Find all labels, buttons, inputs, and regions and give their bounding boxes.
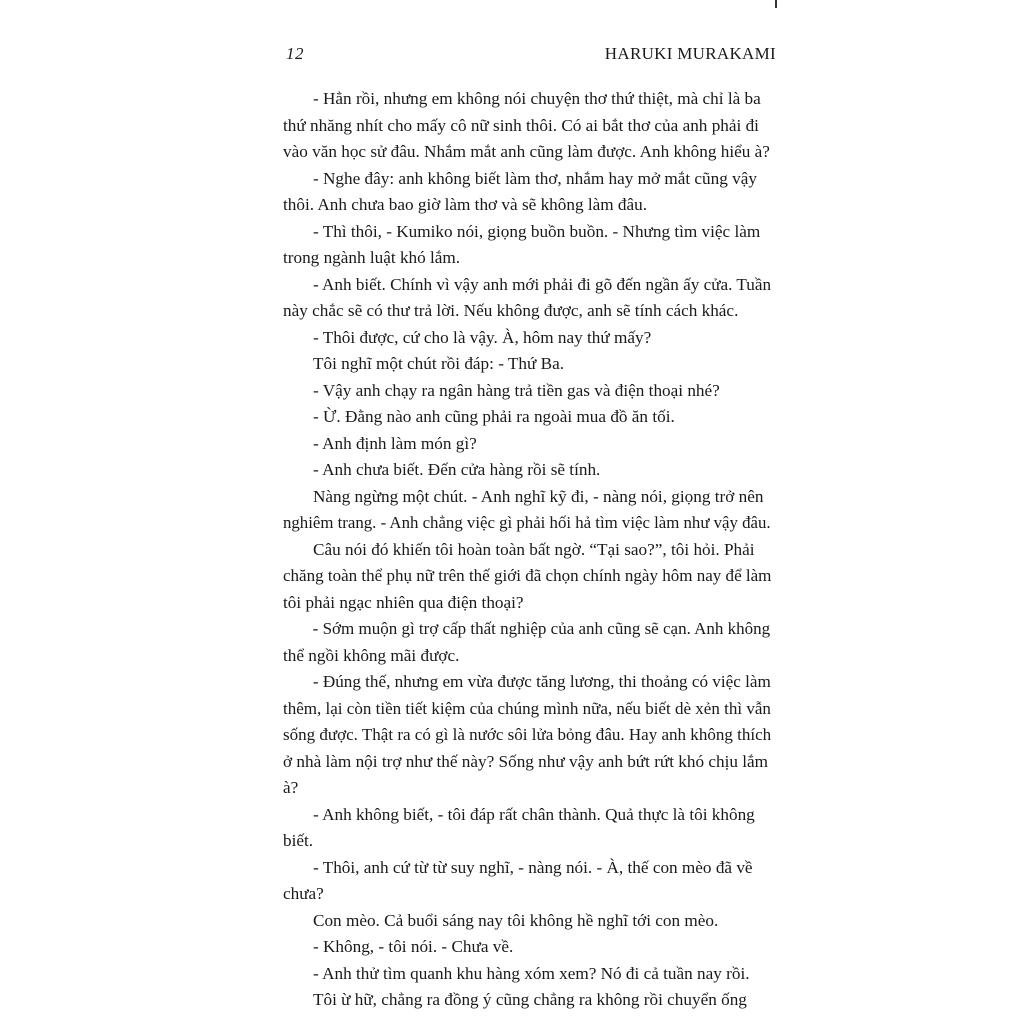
text-line: - Ừ. Đằng nào anh cũng phải ra ngoài mua đồ ăn tối. bbox=[313, 407, 675, 426]
text-line: à? bbox=[283, 778, 299, 797]
page-number: 12 bbox=[286, 44, 304, 63]
text-line: - Sớm muộn gì trợ cấp thất nghiệp của anh cũng sẽ cạn. Anh không bbox=[312, 619, 771, 638]
text-line: - Anh không biết, - tôi đáp rất chân thành. Quả thực là tôi không bbox=[313, 804, 755, 824]
text-line: - Nghe đây: anh không biết làm thơ, nhắm hay mở mắt cũng vậy bbox=[313, 168, 757, 188]
running-title: HARUKI MURAKAMI bbox=[604, 44, 776, 63]
text-line: chưa? bbox=[283, 884, 324, 903]
text-line: - Anh biết. Chính vì vậy anh mới phải đi gõ đến ngần ấy cửa. Tuần bbox=[312, 274, 772, 294]
text-line: biết. bbox=[283, 831, 314, 850]
body-text bbox=[283, 86, 771, 1014]
text-line: trong ngành luật khó lắm. bbox=[283, 248, 461, 267]
text-line: Tôi ừ hữ, chẳng ra đồng ý cũng chẳng ra không rồi chuyển ống bbox=[313, 990, 747, 1009]
text-line: này chắc sẽ có thư trả lời. Nếu không được, anh sẽ tính cách khác. bbox=[283, 301, 739, 320]
text-line: Nàng ngừng một chút. - Anh nghĩ kỹ đi, - nàng nói, giọng trở nên bbox=[313, 486, 764, 506]
text-line: - Anh định làm món gì? bbox=[313, 433, 477, 453]
text-line: - Hẳn rồi, nhưng em không nói chuyện thơ thứ thiệt, mà chỉ là ba bbox=[313, 89, 761, 108]
text-line: - Đúng thế, nhưng em vừa được tăng lương, thi thoảng có việc làm bbox=[312, 672, 771, 691]
text-line: ở nhà làm nội trợ như thế này? Sống như vậy anh bứt rứt khó chịu lắm bbox=[283, 751, 769, 771]
text-line: tôi phải ngạc nhiên qua điện thoại? bbox=[283, 592, 524, 612]
text-line: - Anh chưa biết. Đến cửa hàng rồi sẽ tính. bbox=[313, 460, 601, 479]
text-line: thể ngồi không mãi được. bbox=[283, 645, 460, 665]
text-line: Con mèo. Cả buổi sáng nay tôi không hề nghĩ tới con mèo. bbox=[313, 910, 719, 930]
text-line: chăng toàn thể phụ nữ trên thế giới đã chọn chính ngày hôm nay để làm bbox=[283, 566, 772, 585]
text-line: thứ nhăng nhít cho mấy cô nữ sinh thôi. Có ai bắt thơ của anh phải đi bbox=[283, 115, 759, 135]
text-line: thôi. Anh chưa bao giờ làm thơ và sẽ không làm đâu. bbox=[283, 195, 648, 214]
page-header bbox=[286, 44, 776, 74]
text-line: vào văn học sử đâu. Nhắm mắt anh cũng làm được. Anh không hiểu à? bbox=[283, 142, 770, 161]
text-line: - Không, - tôi nói. - Chưa về. bbox=[313, 937, 514, 956]
text-line: nghiêm trang. - Anh chẳng việc gì phải hối hả tìm việc làm như vậy đâu. bbox=[283, 513, 771, 532]
text-line: Tôi nghĩ một chút rồi đáp: - Thứ Ba. bbox=[313, 354, 565, 373]
text-line: Câu nói đó khiến tôi hoàn toàn bất ngờ. “Tại sao?”, tôi hỏi. Phải bbox=[313, 539, 755, 559]
text-line: sống được. Thật ra có gì là nước sôi lửa bỏng đâu. Hay anh không thích bbox=[283, 725, 772, 744]
text-line: - Thôi được, cứ cho là vậy. À, hôm nay thứ mấy? bbox=[313, 327, 652, 347]
text-line: - Thôi, anh cứ từ từ suy nghĩ, - nàng nói. - À, thế con mèo đã về bbox=[313, 857, 753, 877]
text-line: - Anh thử tìm quanh khu hàng xóm xem? Nó đi cả tuần nay rồi. bbox=[313, 963, 750, 983]
text-line: - Thì thôi, - Kumiko nói, giọng buồn buồn. - Nhưng tìm việc làm bbox=[313, 221, 761, 241]
text-line: - Vậy anh chạy ra ngân hàng trả tiền gas và điện thoại nhé? bbox=[313, 380, 720, 400]
text-line: thêm, lại còn tiền tiết kiệm của chúng mình nữa, nếu biết dè xẻn thì vẫn bbox=[283, 698, 771, 718]
page-edge-mark bbox=[775, 0, 777, 8]
